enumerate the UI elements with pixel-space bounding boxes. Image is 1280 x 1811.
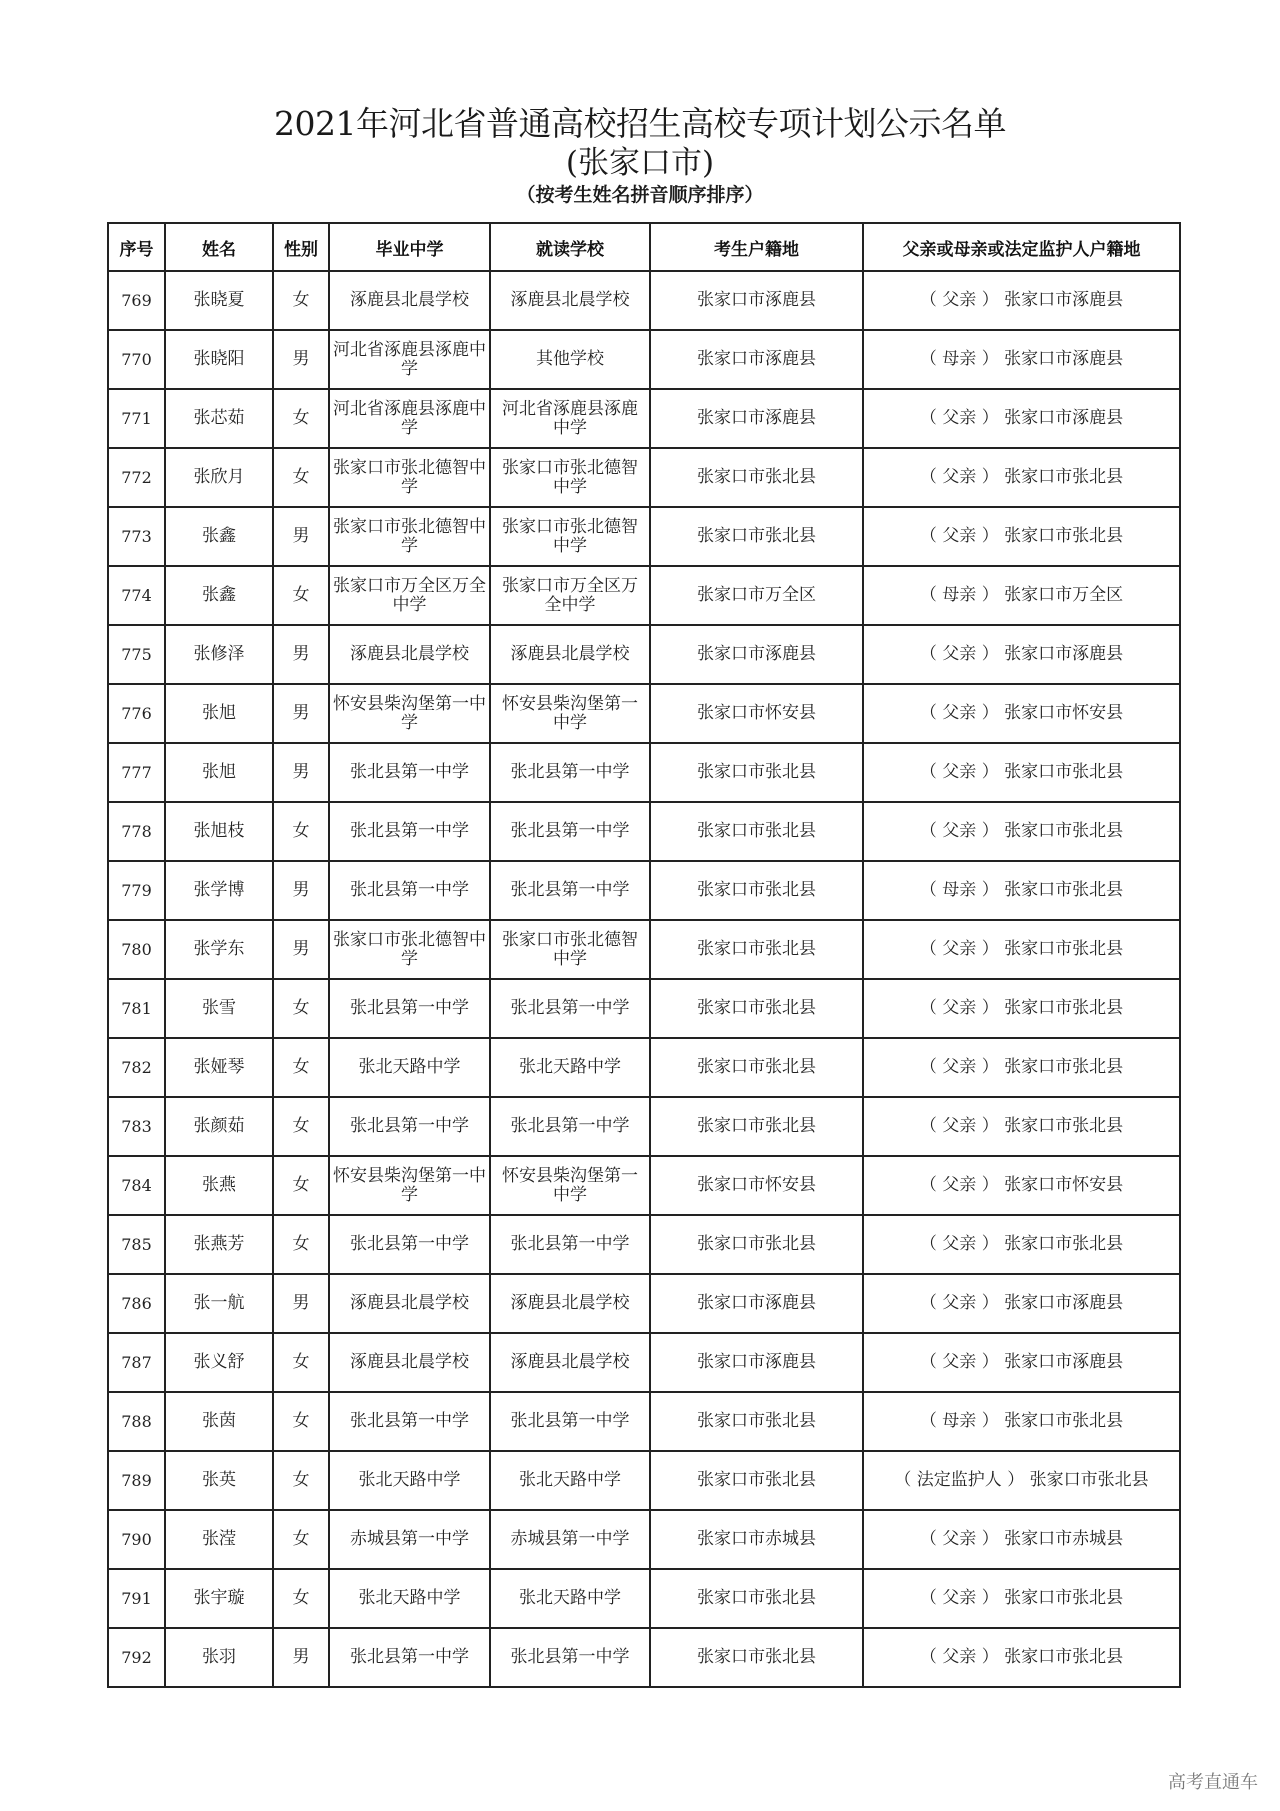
table-row: [108, 979, 1180, 1038]
cell-parent-hukou: （ 父亲 ） 张家口市张北县: [863, 1097, 1180, 1156]
cell-parent-hukou: （ 父亲 ） 张家口市怀安县: [863, 1156, 1180, 1215]
cell-hukou: 张家口市张北县: [650, 507, 863, 566]
cell-parent-hukou: （ 父亲 ） 张家口市张北县: [863, 448, 1180, 507]
cell-current-school: 怀安县柴沟堡第一中学: [490, 1156, 650, 1215]
cell-no: 778: [108, 802, 165, 861]
cell-no: 771: [108, 389, 165, 448]
cell-grad-school: 张家口市张北德智中学: [329, 920, 490, 979]
cell-gender: 男: [273, 1274, 329, 1333]
cell-parent-hukou: （ 母亲 ） 张家口市张北县: [863, 861, 1180, 920]
cell-gender: 女: [273, 979, 329, 1038]
cell-gender: 女: [273, 389, 329, 448]
cell-hukou: 张家口市万全区: [650, 566, 863, 625]
table-row: [108, 330, 1180, 389]
table-row: [108, 861, 1180, 920]
cell-hukou: 张家口市涿鹿县: [650, 389, 863, 448]
cell-gender: 女: [273, 802, 329, 861]
cell-hukou: 张家口市张北县: [650, 802, 863, 861]
cell-gender: 女: [273, 271, 329, 330]
cell-parent-hukou: （ 父亲 ） 张家口市张北县: [863, 1215, 1180, 1274]
cell-parent-hukou: （ 父亲 ） 张家口市张北县: [863, 1628, 1180, 1687]
cell-no: 770: [108, 330, 165, 389]
cell-no: 786: [108, 1274, 165, 1333]
cell-parent-hukou: （ 父亲 ） 张家口市涿鹿县: [863, 625, 1180, 684]
cell-gender: 女: [273, 1156, 329, 1215]
cell-name: 张宇璇: [165, 1569, 273, 1628]
cell-current-school: 涿鹿县北晨学校: [490, 271, 650, 330]
cell-gender: 女: [273, 1038, 329, 1097]
cell-grad-school: 河北省涿鹿县涿鹿中学: [329, 330, 490, 389]
roster-table: [107, 222, 1181, 1688]
cell-name: 张燕芳: [165, 1215, 273, 1274]
cell-gender: 男: [273, 1628, 329, 1687]
cell-current-school: 张家口市张北德智中学: [490, 448, 650, 507]
cell-hukou: 张家口市涿鹿县: [650, 1274, 863, 1333]
cell-grad-school: 张北县第一中学: [329, 979, 490, 1038]
cell-parent-hukou: （ 母亲 ） 张家口市张北县: [863, 1392, 1180, 1451]
cell-no: 784: [108, 1156, 165, 1215]
table-row: [108, 1215, 1180, 1274]
cell-current-school: 张北天路中学: [490, 1451, 650, 1510]
cell-name: 张娅琴: [165, 1038, 273, 1097]
cell-name: 张鑫: [165, 507, 273, 566]
table-row: [108, 389, 1180, 448]
cell-no: 781: [108, 979, 165, 1038]
cell-hukou: 张家口市张北县: [650, 1038, 863, 1097]
table-body: [108, 271, 1180, 1687]
cell-parent-hukou: （ 母亲 ） 张家口市涿鹿县: [863, 330, 1180, 389]
document-subtitle: (张家口市): [565, 145, 715, 181]
cell-gender: 女: [273, 1392, 329, 1451]
cell-current-school: 张北县第一中学: [490, 979, 650, 1038]
table-row: [108, 684, 1180, 743]
cell-grad-school: 怀安县柴沟堡第一中学: [329, 684, 490, 743]
cell-hukou: 张家口市怀安县: [650, 1156, 863, 1215]
table-row: [108, 448, 1180, 507]
cell-grad-school: 张北天路中学: [329, 1038, 490, 1097]
cell-grad-school: 涿鹿县北晨学校: [329, 271, 490, 330]
cell-name: 张鑫: [165, 566, 273, 625]
sort-note: （按考生姓名拼音顺序排序）: [516, 184, 764, 206]
table-row: [108, 1274, 1180, 1333]
cell-hukou: 张家口市张北县: [650, 1215, 863, 1274]
cell-name: 张学博: [165, 861, 273, 920]
cell-parent-hukou: （ 父亲 ） 张家口市张北县: [863, 802, 1180, 861]
table-row: [108, 1451, 1180, 1510]
cell-grad-school: 张北天路中学: [329, 1569, 490, 1628]
cell-gender: 男: [273, 330, 329, 389]
cell-gender: 女: [273, 1333, 329, 1392]
cell-gender: 男: [273, 684, 329, 743]
table-row: [108, 1392, 1180, 1451]
cell-no: 780: [108, 920, 165, 979]
cell-name: 张羽: [165, 1628, 273, 1687]
cell-current-school: 张北县第一中学: [490, 1215, 650, 1274]
cell-no: 769: [108, 271, 165, 330]
cell-no: 787: [108, 1333, 165, 1392]
cell-no: 792: [108, 1628, 165, 1687]
table-row: [108, 271, 1180, 330]
cell-current-school: 怀安县柴沟堡第一中学: [490, 684, 650, 743]
cell-name: 张晓阳: [165, 330, 273, 389]
cell-gender: 女: [273, 566, 329, 625]
column-header-parent-hukou: 父亲或母亲或法定监护人户籍地: [863, 223, 1180, 271]
cell-current-school: 张家口市万全区万全中学: [490, 566, 650, 625]
cell-gender: 女: [273, 1510, 329, 1569]
cell-current-school: 张北县第一中学: [490, 861, 650, 920]
cell-gender: 女: [273, 448, 329, 507]
cell-hukou: 张家口市张北县: [650, 1569, 863, 1628]
cell-grad-school: 张家口市张北德智中学: [329, 448, 490, 507]
table-row: [108, 1628, 1180, 1687]
cell-gender: 男: [273, 625, 329, 684]
cell-parent-hukou: （ 父亲 ） 张家口市涿鹿县: [863, 271, 1180, 330]
table-row: [108, 1097, 1180, 1156]
table-row: [108, 1156, 1180, 1215]
cell-no: 777: [108, 743, 165, 802]
cell-hukou: 张家口市张北县: [650, 448, 863, 507]
cell-hukou: 张家口市张北县: [650, 1097, 863, 1156]
cell-parent-hukou: （ 父亲 ） 张家口市赤城县: [863, 1510, 1180, 1569]
cell-current-school: 张家口市张北德智中学: [490, 920, 650, 979]
cell-grad-school: 涿鹿县北晨学校: [329, 625, 490, 684]
cell-hukou: 张家口市张北县: [650, 920, 863, 979]
cell-gender: 女: [273, 1215, 329, 1274]
cell-name: 张旭: [165, 743, 273, 802]
cell-no: 789: [108, 1451, 165, 1510]
table-header-row: [108, 223, 1180, 271]
table-row: [108, 1333, 1180, 1392]
cell-parent-hukou: （ 父亲 ） 张家口市张北县: [863, 507, 1180, 566]
cell-parent-hukou: （ 母亲 ） 张家口市万全区: [863, 566, 1180, 625]
cell-grad-school: 张北县第一中学: [329, 861, 490, 920]
table-row: [108, 1038, 1180, 1097]
cell-current-school: 张家口市张北德智中学: [490, 507, 650, 566]
cell-gender: 女: [273, 1569, 329, 1628]
cell-current-school: 张北天路中学: [490, 1569, 650, 1628]
cell-name: 张欣月: [165, 448, 273, 507]
cell-grad-school: 张北县第一中学: [329, 1628, 490, 1687]
cell-grad-school: 涿鹿县北晨学校: [329, 1274, 490, 1333]
cell-parent-hukou: （ 父亲 ） 张家口市涿鹿县: [863, 389, 1180, 448]
cell-hukou: 张家口市张北县: [650, 743, 863, 802]
cell-current-school: 涿鹿县北晨学校: [490, 1274, 650, 1333]
cell-grad-school: 涿鹿县北晨学校: [329, 1333, 490, 1392]
cell-grad-school: 张北县第一中学: [329, 1392, 490, 1451]
cell-current-school: 张北县第一中学: [490, 1392, 650, 1451]
cell-hukou: 张家口市涿鹿县: [650, 625, 863, 684]
cell-no: 772: [108, 448, 165, 507]
table-row: [108, 1569, 1180, 1628]
cell-current-school: 河北省涿鹿县涿鹿中学: [490, 389, 650, 448]
table-row: [108, 802, 1180, 861]
table-row: [108, 625, 1180, 684]
cell-hukou: 张家口市赤城县: [650, 1510, 863, 1569]
cell-name: 张滢: [165, 1510, 273, 1569]
cell-current-school: 张北天路中学: [490, 1038, 650, 1097]
cell-no: 775: [108, 625, 165, 684]
cell-gender: 女: [273, 1451, 329, 1510]
cell-name: 张旭: [165, 684, 273, 743]
cell-current-school: 张北县第一中学: [490, 802, 650, 861]
cell-parent-hukou: （ 父亲 ） 张家口市张北县: [863, 920, 1180, 979]
cell-grad-school: 张北天路中学: [329, 1451, 490, 1510]
cell-parent-hukou: （ 父亲 ） 张家口市张北县: [863, 1569, 1180, 1628]
cell-grad-school: 张家口市张北德智中学: [329, 507, 490, 566]
cell-name: 张颜茹: [165, 1097, 273, 1156]
cell-current-school: 涿鹿县北晨学校: [490, 625, 650, 684]
cell-current-school: 张北县第一中学: [490, 1628, 650, 1687]
cell-no: 790: [108, 1510, 165, 1569]
cell-hukou: 张家口市涿鹿县: [650, 330, 863, 389]
column-header-hukou: 考生户籍地: [650, 223, 863, 271]
cell-gender: 男: [273, 507, 329, 566]
cell-name: 张英: [165, 1451, 273, 1510]
cell-hukou: 张家口市怀安县: [650, 684, 863, 743]
cell-current-school: 张北县第一中学: [490, 743, 650, 802]
cell-grad-school: 张家口市万全区万全中学: [329, 566, 490, 625]
cell-grad-school: 张北县第一中学: [329, 802, 490, 861]
cell-no: 776: [108, 684, 165, 743]
cell-name: 张晓夏: [165, 271, 273, 330]
cell-gender: 女: [273, 1097, 329, 1156]
watermark: 高考直通车: [1168, 1772, 1258, 1793]
table-row: [108, 1510, 1180, 1569]
cell-current-school: 涿鹿县北晨学校: [490, 1333, 650, 1392]
cell-parent-hukou: （ 父亲 ） 张家口市涿鹿县: [863, 1333, 1180, 1392]
cell-hukou: 张家口市张北县: [650, 979, 863, 1038]
column-header-name: 姓名: [165, 223, 273, 271]
cell-current-school: 张北县第一中学: [490, 1097, 650, 1156]
cell-hukou: 张家口市张北县: [650, 1451, 863, 1510]
cell-grad-school: 怀安县柴沟堡第一中学: [329, 1156, 490, 1215]
cell-gender: 男: [273, 743, 329, 802]
cell-parent-hukou: （ 父亲 ） 张家口市张北县: [863, 1038, 1180, 1097]
cell-no: 788: [108, 1392, 165, 1451]
cell-no: 785: [108, 1215, 165, 1274]
cell-grad-school: 张北县第一中学: [329, 1097, 490, 1156]
cell-hukou: 张家口市张北县: [650, 1628, 863, 1687]
cell-name: 张学东: [165, 920, 273, 979]
cell-name: 张义舒: [165, 1333, 273, 1392]
cell-no: 791: [108, 1569, 165, 1628]
column-header-current-school: 就读学校: [490, 223, 650, 271]
cell-gender: 男: [273, 861, 329, 920]
cell-name: 张一航: [165, 1274, 273, 1333]
cell-no: 773: [108, 507, 165, 566]
cell-gender: 男: [273, 920, 329, 979]
cell-no: 782: [108, 1038, 165, 1097]
column-header-no: 序号: [108, 223, 165, 271]
cell-parent-hukou: （ 父亲 ） 张家口市张北县: [863, 743, 1180, 802]
cell-name: 张茵: [165, 1392, 273, 1451]
cell-parent-hukou: （ 父亲 ） 张家口市张北县: [863, 979, 1180, 1038]
cell-grad-school: 赤城县第一中学: [329, 1510, 490, 1569]
cell-parent-hukou: （ 父亲 ） 张家口市怀安县: [863, 684, 1180, 743]
cell-name: 张芯茹: [165, 389, 273, 448]
cell-name: 张雪: [165, 979, 273, 1038]
document-title: 2021年河北省普通高校招生高校专项计划公示名单: [274, 104, 1006, 143]
cell-grad-school: 张北县第一中学: [329, 1215, 490, 1274]
table-row: [108, 507, 1180, 566]
cell-no: 779: [108, 861, 165, 920]
cell-parent-hukou: （ 法定监护人 ） 张家口市张北县: [863, 1451, 1180, 1510]
cell-current-school: 赤城县第一中学: [490, 1510, 650, 1569]
cell-grad-school: 河北省涿鹿县涿鹿中学: [329, 389, 490, 448]
table-row: [108, 743, 1180, 802]
cell-grad-school: 张北县第一中学: [329, 743, 490, 802]
cell-no: 783: [108, 1097, 165, 1156]
cell-no: 774: [108, 566, 165, 625]
cell-hukou: 张家口市张北县: [650, 861, 863, 920]
cell-hukou: 张家口市涿鹿县: [650, 271, 863, 330]
cell-name: 张旭枝: [165, 802, 273, 861]
cell-current-school: 其他学校: [490, 330, 650, 389]
column-header-gender: 性别: [273, 223, 329, 271]
cell-hukou: 张家口市涿鹿县: [650, 1333, 863, 1392]
column-header-grad-school: 毕业中学: [329, 223, 490, 271]
cell-name: 张燕: [165, 1156, 273, 1215]
cell-parent-hukou: （ 父亲 ） 张家口市涿鹿县: [863, 1274, 1180, 1333]
table-row: [108, 920, 1180, 979]
cell-name: 张修泽: [165, 625, 273, 684]
cell-hukou: 张家口市张北县: [650, 1392, 863, 1451]
table-row: [108, 566, 1180, 625]
